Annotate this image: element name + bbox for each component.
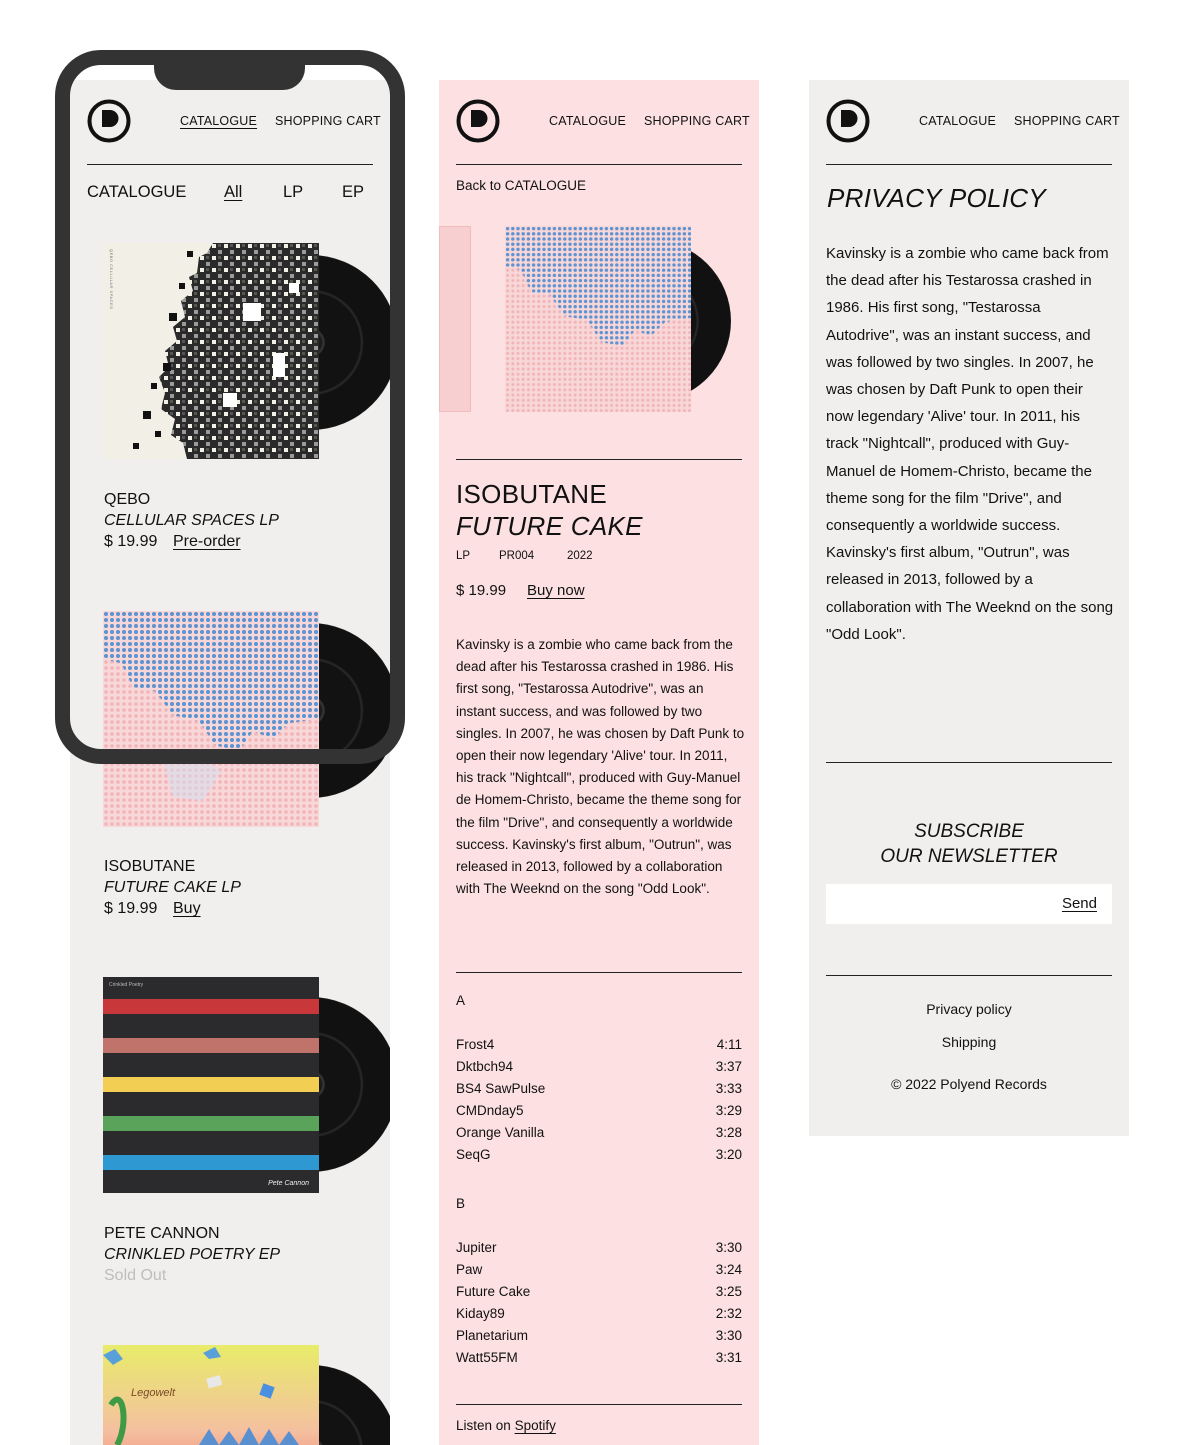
track-duration: 3:25 [715, 1284, 742, 1299]
track-duration: 3:31 [715, 1350, 742, 1365]
track-duration: 3:20 [715, 1147, 742, 1162]
item-artist: PETE CANNON [104, 1225, 220, 1242]
listen-on [456, 1418, 556, 1433]
track-name: Watt55FM [456, 1350, 518, 1365]
track-duration: 3:29 [715, 1103, 742, 1118]
side-a-label: A [456, 993, 466, 1008]
track-name: Future Cake [456, 1284, 531, 1299]
nav-shopping-cart-link[interactable]: SHOPPING CART [644, 114, 750, 128]
newsletter-heading [809, 819, 1129, 869]
track-name: BS4 SawPulse [456, 1081, 546, 1096]
track-row [456, 1059, 742, 1081]
catalogue-item-qebo[interactable] [103, 243, 365, 459]
privacy-policy-heading: PRIVACY POLICY [827, 183, 1047, 213]
track-duration: 3:28 [715, 1125, 742, 1140]
album-cover-qebo [103, 243, 319, 459]
track-name: Orange Vanilla [456, 1125, 545, 1140]
footer-divider [826, 975, 1112, 976]
product-price: $ 19.99 [456, 582, 507, 599]
catalogue-heading: CATALOGUE [87, 183, 187, 201]
product-cover-image[interactable] [505, 226, 691, 412]
product-artist: ISOBUTANE [456, 479, 608, 509]
back-to-catalogue-link[interactable]: Back to CATALOGUE [456, 178, 587, 193]
track-name: Dktbch94 [456, 1059, 514, 1074]
footer-copyright: © 2022 Polyend Records [891, 1076, 1047, 1092]
cover-text: Legowelt [131, 1387, 176, 1399]
tracklist-divider [456, 972, 742, 973]
track-duration: 4:11 [716, 1037, 742, 1052]
footer-privacy-policy-link[interactable]: Privacy policy [926, 1001, 1012, 1017]
product-screen [439, 80, 759, 1445]
track-duration: 3:24 [715, 1262, 742, 1277]
product-catalog-number: PR004 [499, 550, 535, 562]
newsletter-line-1: SUBSCRIBE [914, 821, 1024, 842]
track-row [456, 1081, 742, 1103]
gallery-divider [456, 459, 742, 460]
track-name: Frost4 [456, 1037, 495, 1052]
product-title: FUTURE CAKE [456, 511, 643, 541]
catalogue-item-pete-cannon[interactable] [103, 977, 365, 1193]
filter-all[interactable]: All [224, 183, 243, 201]
polyend-logo-icon[interactable] [87, 99, 131, 143]
newsletter-email-input[interactable] [826, 884, 1046, 924]
filter-lp[interactable]: LP [283, 183, 304, 201]
cover-text: QEBO CELLULAR SPACES [109, 249, 114, 310]
track-row [456, 1147, 742, 1169]
privacy-policy-body: Kavinsky is a zombie who came back from the dead after his Testarossa crashed in 1986. His first song, "Testarossa Autodrive", was an instant success, and was followed by two singles. In 2007, he was chosen by Daft Punk to open their now legendary 'Alive' tour. In 2011, his track "Nightcall", produced with Guy-Manuel de Homem-Christo, became the theme song for the film "Drive", and consequently a worldwide success. Kavinsky's first album, "Outrun", was released in 2013, followed by a collaboration with The Weeknd on the song "Odd Look". [826, 245, 1114, 643]
track-name: Paw [456, 1262, 483, 1277]
phone-notch [154, 50, 305, 90]
nav-catalogue-link[interactable]: CATALOGUE [919, 114, 997, 128]
track-row [456, 1240, 742, 1262]
gallery-previous-image[interactable] [439, 226, 471, 412]
spotify-link[interactable]: Spotify [514, 1418, 556, 1433]
listen-divider [456, 1404, 742, 1405]
track-duration: 3:30 [715, 1328, 742, 1343]
catalogue-item-isobutane[interactable] [103, 611, 365, 827]
track-duration: 2:32 [715, 1306, 742, 1321]
track-name: CMDnday5 [456, 1103, 524, 1118]
nav-shopping-cart-link[interactable]: SHOPPING CART [275, 114, 381, 128]
item-price: $ 19.99 [104, 533, 158, 550]
track-name: Kiday89 [456, 1306, 505, 1321]
catalogue-item-legowelt[interactable] [103, 1345, 365, 1445]
newsletter-line-2: OUR NEWSLETTER [880, 846, 1058, 867]
newsletter-divider [826, 762, 1112, 763]
item-price: $ 19.99 [104, 900, 158, 917]
header-divider [456, 164, 742, 165]
track-row [456, 1306, 742, 1328]
polyend-logo-icon[interactable] [456, 99, 500, 143]
buy-link[interactable]: Buy [173, 900, 201, 917]
cover-signature: Pete Cannon [268, 1180, 309, 1187]
track-row [456, 1262, 742, 1284]
nav-catalogue-link[interactable]: CATALOGUE [180, 114, 258, 128]
header-divider [87, 164, 373, 165]
item-title: CELLULAR SPACES LP [104, 512, 279, 529]
album-cover-crinkled-poetry [103, 977, 319, 1193]
privacy-policy-screen [809, 80, 1129, 1136]
filter-ep[interactable]: EP [342, 183, 365, 201]
buy-now-link[interactable]: Buy now [527, 582, 585, 599]
product-year: 2022 [567, 550, 593, 562]
newsletter-form [826, 884, 1112, 924]
pre-order-link[interactable]: Pre-order [173, 533, 241, 550]
track-name: Jupiter [456, 1240, 497, 1255]
track-row [456, 1037, 742, 1059]
track-row [456, 1103, 742, 1125]
track-row [456, 1125, 742, 1147]
track-row [456, 1328, 742, 1350]
product-description: Kavinsky is a zombie who came back from the dead after his Testarossa crashed in 1986. His first song, "Testarossa Autodrive", was an instant success, and was followed by two singles. In 2007, he was chosen by Daft Punk to open their now legendary 'Alive' tour. In 2011, his track "Nightcall", produced with Guy-Manuel de Homem-Christo, became the theme song for the film "Drive", and consequently a worldwide success. Kavinsky's first album, "Outrun", was released in 2013, followed by a collaboration with The Weeknd on the song "Odd Look". [456, 637, 745, 897]
cover-text: Crinkled Poetry [109, 982, 144, 988]
item-title: CRINKLED POETRY EP [104, 1246, 281, 1263]
track-duration: 3:37 [715, 1059, 742, 1074]
product-format: LP [456, 550, 471, 562]
track-row [456, 1284, 742, 1306]
sold-out-label: Sold Out [104, 1267, 167, 1284]
track-name: Planetarium [456, 1328, 529, 1343]
album-cover-legowelt [103, 1345, 319, 1445]
track-duration: 3:33 [715, 1081, 742, 1096]
polyend-logo-icon[interactable] [826, 99, 870, 143]
track-duration: 3:30 [715, 1240, 742, 1255]
item-artist: QEBO [104, 491, 151, 508]
footer-shipping-link[interactable]: Shipping [941, 1034, 997, 1050]
side-b-label: B [456, 1196, 466, 1211]
header-divider [826, 164, 1112, 165]
catalogue-screen [70, 80, 390, 1445]
album-cover-future-cake [103, 611, 319, 827]
track-row [456, 1350, 742, 1372]
item-artist: ISOBUTANE [104, 858, 196, 875]
nav-catalogue-link[interactable]: CATALOGUE [549, 114, 627, 128]
listen-prefix: Listen on [456, 1418, 511, 1433]
newsletter-send-button[interactable]: Send [1061, 895, 1097, 912]
item-title: FUTURE CAKE LP [104, 879, 241, 896]
track-name: SeqG [456, 1147, 491, 1162]
nav-shopping-cart-link[interactable]: SHOPPING CART [1014, 114, 1120, 128]
